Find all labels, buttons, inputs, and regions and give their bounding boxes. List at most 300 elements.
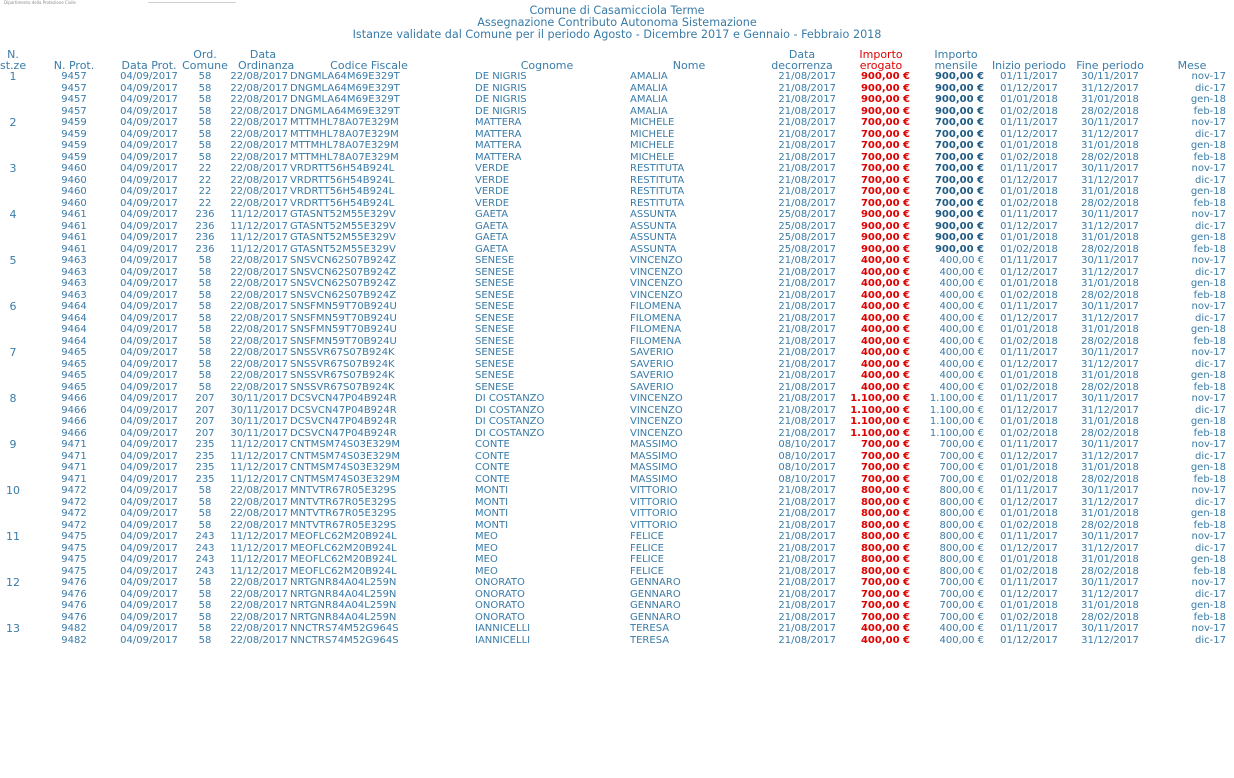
table-row bbox=[0, 393, 1234, 405]
cell-mese: feb-18 bbox=[1193, 335, 1226, 347]
cell-cognome: SENESE bbox=[475, 312, 515, 324]
header-cognome: Cognome bbox=[520, 59, 574, 72]
cell-ord-comune: 58 bbox=[198, 301, 212, 312]
cell-n-stanza bbox=[0, 370, 26, 382]
cell-importo-erogato: 1.100,00 € bbox=[850, 404, 910, 416]
cell-fine-periodo: 31/01/2018 bbox=[1081, 462, 1139, 473]
table-row bbox=[0, 439, 1234, 451]
cell-mese: dic-17 bbox=[1195, 496, 1226, 508]
table-row bbox=[0, 600, 1234, 612]
cell-fine-periodo: 30/11/2017 bbox=[1081, 439, 1139, 450]
cell-data-ordinanza: 11/12/2017 bbox=[230, 220, 288, 232]
cell-inizio-periodo: 01/12/2017 bbox=[1000, 358, 1058, 370]
cell-importo-erogato: 800,00 € bbox=[860, 531, 910, 542]
cell-n-stanza bbox=[0, 589, 26, 601]
cell-mese: dic-17 bbox=[1195, 588, 1226, 600]
cell-data-decorrenza: 21/08/2017 bbox=[778, 600, 836, 611]
cell-data-decorrenza: 21/08/2017 bbox=[778, 163, 836, 174]
cell-importo-mensile: 800,00 € bbox=[939, 531, 984, 542]
cell-n-prot: 9457 bbox=[61, 82, 87, 94]
cell-cognome: DI COSTANZO bbox=[475, 393, 545, 404]
cell-fine-periodo: 30/11/2017 bbox=[1081, 393, 1139, 404]
cell-cognome: CONTE bbox=[475, 450, 510, 462]
cell-cognome: MONTI bbox=[475, 496, 509, 508]
cell-data-prot: 04/09/2017 bbox=[120, 266, 178, 278]
cell-data-ordinanza: 11/12/2017 bbox=[230, 232, 288, 243]
cell-n-stanza: 9 bbox=[9, 439, 17, 451]
cell-data-decorrenza: 21/08/2017 bbox=[778, 289, 836, 301]
cell-nome: TERESA bbox=[630, 623, 670, 634]
cell-inizio-periodo: 01/01/2018 bbox=[1000, 554, 1058, 565]
cell-inizio-periodo: 01/11/2017 bbox=[1000, 439, 1058, 450]
cell-n-stanza bbox=[0, 474, 26, 486]
cell-importo-erogato: 700,00 € bbox=[860, 128, 910, 140]
cell-data-decorrenza: 25/08/2017 bbox=[778, 243, 836, 255]
cell-cognome: MEO bbox=[475, 565, 498, 577]
table-row bbox=[0, 255, 1234, 267]
cell-data-ordinanza: 30/11/2017 bbox=[230, 416, 288, 427]
cell-n-stanza: 1 bbox=[9, 71, 17, 83]
table-row bbox=[0, 359, 1234, 371]
cell-n-prot: 9464 bbox=[61, 312, 87, 324]
cell-importo-erogato: 400,00 € bbox=[860, 370, 910, 381]
cell-mese: nov-17 bbox=[1191, 623, 1226, 634]
cell-nome: MICHELE bbox=[630, 117, 675, 128]
cell-importo-mensile: 900,00 € bbox=[934, 82, 984, 94]
table-row bbox=[0, 577, 1234, 589]
cell-ord-comune: 58 bbox=[198, 577, 212, 588]
cell-importo-mensile: 800,00 € bbox=[939, 565, 984, 577]
cell-inizio-periodo: 01/11/2017 bbox=[1000, 301, 1058, 312]
cell-data-prot: 04/09/2017 bbox=[120, 531, 178, 542]
cell-data-decorrenza: 21/08/2017 bbox=[778, 634, 836, 646]
table-row bbox=[0, 543, 1234, 555]
cell-cognome: DE NIGRIS bbox=[475, 105, 527, 117]
cell-data-decorrenza: 21/08/2017 bbox=[778, 324, 836, 335]
cell-data-decorrenza: 21/08/2017 bbox=[778, 542, 836, 554]
cell-data-decorrenza: 08/10/2017 bbox=[778, 450, 836, 462]
cell-nome: SAVERIO bbox=[630, 370, 674, 381]
cell-mese: nov-17 bbox=[1191, 117, 1226, 128]
cell-ord-comune: 235 bbox=[195, 473, 215, 485]
cell-data-ordinanza: 22/08/2017 bbox=[230, 163, 288, 174]
cell-codice-fiscale: SNSFMN59T70B924U bbox=[290, 324, 397, 335]
cell-codice-fiscale: MEOFLC62M20B924L bbox=[290, 542, 397, 554]
cell-data-ordinanza: 22/08/2017 bbox=[230, 94, 288, 105]
cell-codice-fiscale: MNTVTR67R05E329S bbox=[290, 496, 397, 508]
cell-nome: FELICE bbox=[630, 565, 664, 577]
cell-nome: MASSIMO bbox=[630, 462, 678, 473]
cell-codice-fiscale: NRTGNR84A04L259N bbox=[290, 611, 397, 623]
cell-importo-mensile: 700,00 € bbox=[939, 588, 984, 600]
title-assegnazione: Assegnazione Contributo Autonoma Sistemazione bbox=[477, 16, 757, 29]
cell-mese: feb-18 bbox=[1193, 289, 1226, 301]
cell-inizio-periodo: 01/11/2017 bbox=[1000, 393, 1058, 404]
cell-data-ordinanza: 22/08/2017 bbox=[230, 496, 288, 508]
cell-importo-erogato: 900,00 € bbox=[860, 82, 910, 94]
cell-ord-comune: 58 bbox=[198, 278, 212, 289]
cell-importo-erogato: 700,00 € bbox=[860, 450, 910, 462]
cell-mese: feb-18 bbox=[1193, 611, 1226, 623]
cell-data-ordinanza: 11/12/2017 bbox=[230, 542, 288, 554]
cell-importo-mensile: 700,00 € bbox=[934, 128, 984, 140]
header-data-ordinanza: Data Ordinanza bbox=[238, 48, 295, 72]
cell-n-stanza bbox=[0, 416, 26, 428]
cell-data-decorrenza: 21/08/2017 bbox=[778, 496, 836, 508]
cell-mese: dic-17 bbox=[1195, 128, 1226, 140]
cell-data-prot: 04/09/2017 bbox=[120, 404, 178, 416]
cell-fine-periodo: 30/11/2017 bbox=[1081, 577, 1139, 588]
cell-codice-fiscale: MEOFLC62M20B924L bbox=[290, 565, 397, 577]
document-titles bbox=[0, 5, 1234, 41]
cell-n-prot: 9471 bbox=[61, 450, 87, 462]
cell-nome: FILOMENA bbox=[630, 312, 682, 324]
cell-ord-comune: 207 bbox=[195, 404, 215, 416]
cell-importo-erogato: 700,00 € bbox=[860, 473, 910, 485]
cell-codice-fiscale: MTTMHL78A07E329M bbox=[290, 128, 399, 140]
cell-data-prot: 04/09/2017 bbox=[120, 278, 178, 289]
cell-fine-periodo: 30/11/2017 bbox=[1081, 485, 1139, 496]
cell-importo-mensile: 900,00 € bbox=[934, 105, 984, 117]
cell-n-prot: 9465 bbox=[61, 358, 87, 370]
cell-n-stanza bbox=[0, 278, 26, 290]
cell-importo-erogato: 400,00 € bbox=[860, 381, 910, 393]
cell-ord-comune: 58 bbox=[198, 71, 212, 82]
cell-ord-comune: 243 bbox=[195, 542, 215, 554]
cell-importo-erogato: 900,00 € bbox=[860, 94, 910, 105]
cell-cognome: SENESE bbox=[475, 301, 515, 312]
cell-inizio-periodo: 01/01/2018 bbox=[1000, 232, 1058, 243]
cell-n-stanza: 2 bbox=[9, 117, 17, 129]
cell-data-prot: 04/09/2017 bbox=[120, 94, 178, 105]
cell-mese: gen-18 bbox=[1190, 278, 1226, 289]
cell-importo-mensile: 800,00 € bbox=[939, 496, 984, 508]
cell-data-decorrenza: 21/08/2017 bbox=[778, 128, 836, 140]
header-mese: Mese bbox=[1177, 59, 1207, 72]
cell-ord-comune: 22 bbox=[198, 197, 212, 209]
cell-n-stanza: 3 bbox=[9, 163, 17, 175]
cell-n-stanza bbox=[0, 267, 26, 279]
cell-fine-periodo: 28/02/2018 bbox=[1081, 565, 1139, 577]
cell-n-prot: 9464 bbox=[61, 301, 87, 312]
cell-nome: FILOMENA bbox=[630, 335, 682, 347]
cell-mese: gen-18 bbox=[1190, 600, 1226, 611]
cell-importo-mensile: 400,00 € bbox=[939, 266, 984, 278]
cell-ord-comune: 235 bbox=[195, 462, 215, 473]
cell-importo-mensile: 700,00 € bbox=[939, 577, 984, 588]
cell-n-prot: 9460 bbox=[61, 186, 87, 197]
cell-mese: nov-17 bbox=[1191, 163, 1226, 174]
cell-inizio-periodo: 01/02/2018 bbox=[1000, 105, 1058, 117]
table-row bbox=[0, 71, 1234, 83]
cell-data-decorrenza: 21/08/2017 bbox=[778, 565, 836, 577]
cell-data-prot: 04/09/2017 bbox=[120, 370, 178, 381]
cell-codice-fiscale: DCSVCN47P04B924R bbox=[290, 393, 397, 404]
cell-n-stanza bbox=[0, 612, 26, 624]
cell-fine-periodo: 31/12/2017 bbox=[1081, 588, 1139, 600]
table-row bbox=[0, 485, 1234, 497]
cell-data-decorrenza: 08/10/2017 bbox=[778, 473, 836, 485]
cell-data-ordinanza: 22/08/2017 bbox=[230, 577, 288, 588]
cell-data-decorrenza: 21/08/2017 bbox=[778, 427, 836, 439]
cell-mese: dic-17 bbox=[1195, 312, 1226, 324]
cell-cognome: DI COSTANZO bbox=[475, 427, 545, 439]
cell-codice-fiscale: NRTGNR84A04L259N bbox=[290, 600, 397, 611]
cell-data-prot: 04/09/2017 bbox=[120, 381, 178, 393]
cell-data-decorrenza: 21/08/2017 bbox=[778, 94, 836, 105]
cell-data-prot: 04/09/2017 bbox=[120, 243, 178, 255]
cell-fine-periodo: 28/02/2018 bbox=[1081, 611, 1139, 623]
cell-codice-fiscale: MEOFLC62M20B924L bbox=[290, 531, 397, 542]
header-codice-fiscale: Codice Fiscale bbox=[330, 59, 408, 72]
cell-nome: VINCENZO bbox=[630, 266, 683, 278]
cell-n-prot: 9476 bbox=[61, 600, 87, 611]
cell-nome: VINCENZO bbox=[630, 416, 683, 427]
cell-n-prot: 9476 bbox=[61, 588, 87, 600]
cell-importo-erogato: 700,00 € bbox=[860, 577, 910, 588]
cell-ord-comune: 58 bbox=[198, 128, 212, 140]
cell-ord-comune: 58 bbox=[198, 370, 212, 381]
cell-importo-erogato: 400,00 € bbox=[860, 358, 910, 370]
cell-mese: dic-17 bbox=[1195, 358, 1226, 370]
cell-n-prot: 9459 bbox=[61, 151, 87, 163]
cell-fine-periodo: 30/11/2017 bbox=[1081, 163, 1139, 174]
cell-inizio-periodo: 01/12/2017 bbox=[1000, 634, 1058, 646]
cell-data-ordinanza: 22/08/2017 bbox=[230, 600, 288, 611]
cell-data-prot: 04/09/2017 bbox=[120, 634, 178, 646]
cell-n-prot: 9461 bbox=[61, 209, 87, 220]
cell-data-decorrenza: 21/08/2017 bbox=[778, 82, 836, 94]
cell-data-ordinanza: 30/11/2017 bbox=[230, 427, 288, 439]
cell-fine-periodo: 28/02/2018 bbox=[1081, 243, 1139, 255]
cell-mese: dic-17 bbox=[1195, 634, 1226, 646]
cell-mese: feb-18 bbox=[1193, 381, 1226, 393]
cell-codice-fiscale: DNGMLA64M69E329T bbox=[290, 71, 400, 82]
cell-importo-mensile: 800,00 € bbox=[939, 485, 984, 496]
cell-nome: ASSUNTA bbox=[630, 243, 677, 255]
cell-n-stanza bbox=[0, 382, 26, 394]
cell-importo-mensile: 400,00 € bbox=[939, 347, 984, 358]
cell-inizio-periodo: 01/11/2017 bbox=[1000, 209, 1058, 220]
cell-ord-comune: 58 bbox=[198, 347, 212, 358]
cell-importo-mensile: 900,00 € bbox=[934, 220, 984, 232]
cell-inizio-periodo: 01/12/2017 bbox=[1000, 542, 1058, 554]
cell-cognome: ONORATO bbox=[475, 600, 525, 611]
cell-fine-periodo: 31/01/2018 bbox=[1081, 186, 1139, 197]
cell-fine-periodo: 31/12/2017 bbox=[1081, 450, 1139, 462]
cell-fine-periodo: 30/11/2017 bbox=[1081, 209, 1139, 220]
cell-ord-comune: 22 bbox=[198, 186, 212, 197]
cell-cognome: MEO bbox=[475, 531, 498, 542]
table-row bbox=[0, 382, 1234, 394]
cell-nome: FILOMENA bbox=[630, 324, 682, 335]
cell-importo-erogato: 900,00 € bbox=[860, 105, 910, 117]
cell-mese: gen-18 bbox=[1190, 186, 1226, 197]
cell-cognome: SENESE bbox=[475, 347, 515, 358]
cell-cognome: MATTERA bbox=[475, 140, 522, 151]
cell-importo-mensile: 1.100,00 € bbox=[929, 404, 984, 416]
cell-data-prot: 04/09/2017 bbox=[120, 542, 178, 554]
cell-inizio-periodo: 01/01/2018 bbox=[1000, 94, 1058, 105]
cell-cognome: GAETA bbox=[475, 209, 509, 220]
cell-n-prot: 9465 bbox=[61, 381, 87, 393]
cell-data-ordinanza: 22/08/2017 bbox=[230, 151, 288, 163]
cell-importo-mensile: 900,00 € bbox=[934, 94, 984, 105]
cell-inizio-periodo: 01/01/2018 bbox=[1000, 324, 1058, 335]
cell-importo-erogato: 700,00 € bbox=[860, 611, 910, 623]
cell-inizio-periodo: 01/01/2018 bbox=[1000, 186, 1058, 197]
cell-data-prot: 04/09/2017 bbox=[120, 519, 178, 531]
cell-n-stanza bbox=[0, 152, 26, 164]
cell-codice-fiscale: NRTGNR84A04L259N bbox=[290, 577, 397, 588]
cell-cognome: MATTERA bbox=[475, 128, 522, 140]
cell-ord-comune: 235 bbox=[195, 439, 215, 450]
cell-codice-fiscale: DCSVCN47P04B924R bbox=[290, 404, 397, 416]
table-row bbox=[0, 209, 1234, 221]
cell-fine-periodo: 28/02/2018 bbox=[1081, 427, 1139, 439]
cell-n-stanza bbox=[0, 129, 26, 141]
cell-fine-periodo: 31/12/2017 bbox=[1081, 358, 1139, 370]
cell-codice-fiscale: GTASNT52M55E329V bbox=[290, 220, 396, 232]
cell-n-stanza bbox=[0, 186, 26, 198]
cell-data-decorrenza: 21/08/2017 bbox=[778, 186, 836, 197]
table-row bbox=[0, 129, 1234, 141]
cell-fine-periodo: 28/02/2018 bbox=[1081, 335, 1139, 347]
cell-ord-comune: 58 bbox=[198, 496, 212, 508]
cell-cognome: IANNICELLI bbox=[475, 634, 531, 646]
cell-nome: GENNARO bbox=[630, 588, 681, 600]
cell-cognome: SENESE bbox=[475, 255, 515, 266]
cell-cognome: DE NIGRIS bbox=[475, 82, 527, 94]
cell-mese: nov-17 bbox=[1191, 71, 1226, 82]
cell-n-prot: 9465 bbox=[61, 370, 87, 381]
cell-nome: ASSUNTA bbox=[630, 220, 677, 232]
table-row bbox=[0, 163, 1234, 175]
cell-ord-comune: 207 bbox=[195, 427, 215, 439]
cell-importo-erogato: 400,00 € bbox=[860, 324, 910, 335]
cell-inizio-periodo: 01/02/2018 bbox=[1000, 473, 1058, 485]
cell-mese: gen-18 bbox=[1190, 232, 1226, 243]
cell-ord-comune: 58 bbox=[198, 82, 212, 94]
cell-data-decorrenza: 21/08/2017 bbox=[778, 519, 836, 531]
cell-data-ordinanza: 11/12/2017 bbox=[230, 450, 288, 462]
cell-nome: TERESA bbox=[630, 634, 670, 646]
table-row bbox=[0, 278, 1234, 290]
cell-data-ordinanza: 22/08/2017 bbox=[230, 128, 288, 140]
cell-data-decorrenza: 21/08/2017 bbox=[778, 174, 836, 186]
cell-nome: ASSUNTA bbox=[630, 232, 677, 243]
cell-fine-periodo: 30/11/2017 bbox=[1081, 71, 1139, 82]
cell-data-decorrenza: 21/08/2017 bbox=[778, 381, 836, 393]
cell-data-decorrenza: 21/08/2017 bbox=[778, 623, 836, 634]
cell-codice-fiscale: SNSFMN59T70B924U bbox=[290, 301, 397, 312]
cell-mese: nov-17 bbox=[1191, 347, 1226, 358]
cell-codice-fiscale: CNTMSM74S03E329M bbox=[290, 462, 401, 473]
cell-n-prot: 9461 bbox=[61, 243, 87, 255]
header-n-stanza: N. st.ze bbox=[0, 48, 27, 72]
cell-codice-fiscale: MNTVTR67R05E329S bbox=[290, 519, 397, 531]
cell-n-prot: 9472 bbox=[61, 496, 87, 508]
cell-mese: nov-17 bbox=[1191, 577, 1226, 588]
table-row bbox=[0, 612, 1234, 624]
cell-fine-periodo: 31/01/2018 bbox=[1081, 94, 1139, 105]
cell-data-prot: 04/09/2017 bbox=[120, 151, 178, 163]
cell-n-prot: 9457 bbox=[61, 71, 87, 82]
cell-importo-mensile: 800,00 € bbox=[939, 519, 984, 531]
cell-data-ordinanza: 11/12/2017 bbox=[230, 565, 288, 577]
cell-nome: MICHELE bbox=[630, 140, 675, 151]
cell-data-prot: 04/09/2017 bbox=[120, 186, 178, 197]
cell-codice-fiscale: GTASNT52M55E329V bbox=[290, 209, 396, 220]
cell-importo-mensile: 700,00 € bbox=[939, 600, 984, 611]
cell-importo-mensile: 400,00 € bbox=[939, 623, 984, 634]
cell-data-prot: 04/09/2017 bbox=[120, 393, 178, 404]
cell-nome: VITTORIO bbox=[630, 519, 678, 531]
cell-codice-fiscale: MNTVTR67R05E329S bbox=[290, 485, 397, 496]
cell-importo-erogato: 400,00 € bbox=[860, 266, 910, 278]
table-row bbox=[0, 106, 1234, 118]
cell-nome: GENNARO bbox=[630, 611, 681, 623]
cell-inizio-periodo: 01/11/2017 bbox=[1000, 577, 1058, 588]
cell-data-prot: 04/09/2017 bbox=[120, 577, 178, 588]
cell-codice-fiscale: SNSSVR67S07B924K bbox=[290, 370, 395, 381]
cell-n-prot: 9472 bbox=[61, 485, 87, 496]
cell-codice-fiscale: GTASNT52M55E329V bbox=[290, 243, 396, 255]
cell-fine-periodo: 31/12/2017 bbox=[1081, 542, 1139, 554]
cell-ord-comune: 22 bbox=[198, 174, 212, 186]
cell-nome: AMALIA bbox=[630, 94, 668, 105]
cell-inizio-periodo: 01/02/2018 bbox=[1000, 151, 1058, 163]
cell-fine-periodo: 28/02/2018 bbox=[1081, 151, 1139, 163]
table-row bbox=[0, 347, 1234, 359]
cell-mese: feb-18 bbox=[1193, 197, 1226, 209]
cell-inizio-periodo: 01/12/2017 bbox=[1000, 496, 1058, 508]
cell-n-stanza: 7 bbox=[9, 347, 17, 359]
cell-n-prot: 9459 bbox=[61, 128, 87, 140]
cell-fine-periodo: 31/12/2017 bbox=[1081, 128, 1139, 140]
cell-data-prot: 04/09/2017 bbox=[120, 485, 178, 496]
cell-ord-comune: 58 bbox=[198, 324, 212, 335]
cell-fine-periodo: 28/02/2018 bbox=[1081, 289, 1139, 301]
cell-ord-comune: 243 bbox=[195, 531, 215, 542]
cell-data-prot: 04/09/2017 bbox=[120, 71, 178, 82]
cell-mese: gen-18 bbox=[1190, 554, 1226, 565]
table-row bbox=[0, 324, 1234, 336]
cell-data-decorrenza: 25/08/2017 bbox=[778, 232, 836, 243]
cell-codice-fiscale: SNSFMN59T70B924U bbox=[290, 312, 397, 324]
table-row bbox=[0, 313, 1234, 325]
cell-fine-periodo: 31/12/2017 bbox=[1081, 82, 1139, 94]
cell-importo-mensile: 700,00 € bbox=[934, 151, 984, 163]
cell-mese: gen-18 bbox=[1190, 370, 1226, 381]
cell-data-decorrenza: 21/08/2017 bbox=[778, 485, 836, 496]
table-row bbox=[0, 198, 1234, 210]
cell-mese: dic-17 bbox=[1195, 450, 1226, 462]
cell-ord-comune: 58 bbox=[198, 611, 212, 623]
cell-data-ordinanza: 30/11/2017 bbox=[230, 393, 288, 404]
cell-data-ordinanza: 22/08/2017 bbox=[230, 588, 288, 600]
cell-cognome: CONTE bbox=[475, 439, 510, 450]
cell-ord-comune: 58 bbox=[198, 588, 212, 600]
cell-n-stanza bbox=[0, 554, 26, 566]
cell-cognome: VERDE bbox=[475, 197, 510, 209]
cell-nome: RESTITUTA bbox=[630, 197, 685, 209]
cell-inizio-periodo: 01/11/2017 bbox=[1000, 531, 1058, 542]
cell-data-prot: 04/09/2017 bbox=[120, 128, 178, 140]
cell-fine-periodo: 28/02/2018 bbox=[1081, 519, 1139, 531]
cell-data-prot: 04/09/2017 bbox=[120, 508, 178, 519]
cell-cognome: SENESE bbox=[475, 278, 515, 289]
